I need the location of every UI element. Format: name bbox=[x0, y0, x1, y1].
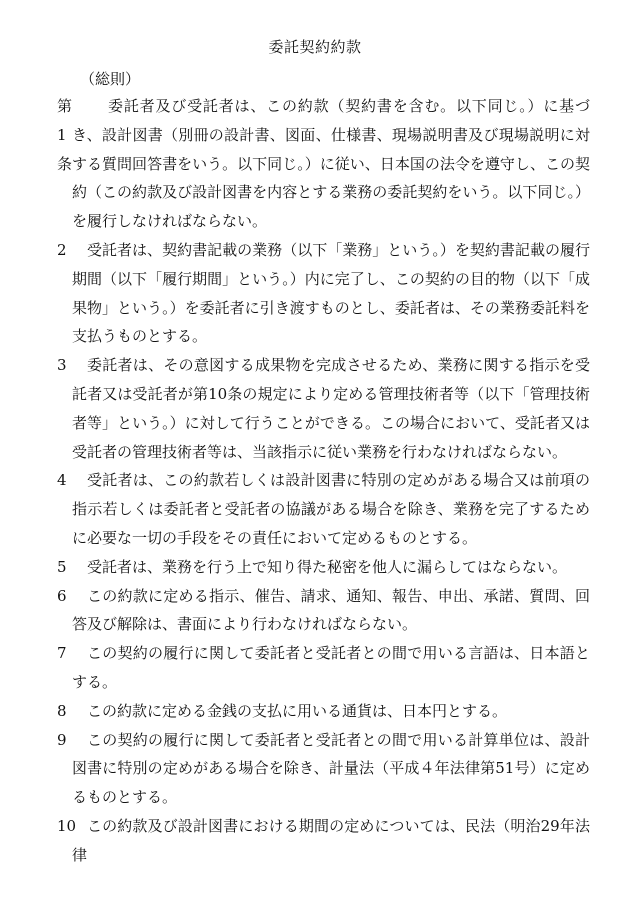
article-number: 第1条 bbox=[57, 97, 73, 173]
clause-number: 10 bbox=[57, 816, 77, 835]
paragraph-text: この約款に定める指示、催告、請求、通知、報告、申出、承諾、質問、回答及び解除は、書面により行わなければならない。 bbox=[72, 586, 590, 634]
clause-paragraph bbox=[0, 639, 630, 697]
clause-paragraph bbox=[0, 697, 630, 726]
paragraph-text: 受託者は、業務を行う上で知り得た秘密を他人に漏らしてはならない。 bbox=[87, 557, 568, 576]
paragraph-text: この約款及び設計図書における期間の定めについては、民法（明治29年法律 bbox=[72, 816, 590, 864]
clause-paragraph bbox=[0, 466, 630, 552]
section-heading: （総則） bbox=[80, 70, 141, 88]
clause-paragraph bbox=[0, 351, 630, 466]
article-paragraph bbox=[0, 92, 630, 236]
paragraph-text: この契約の履行に関して委託者と受託者との間で用いる言語は、日本語とする。 bbox=[72, 644, 590, 691]
paragraph-text: 委託者は、その意図する成果物を完成させるため、業務に関する指示を受託者又は受託者が第10条の規定により定める管理技術者等（以下「管理技術者等」という。）に対して行うことができる。この場合において、受託者又は受託者の管理技術者等は、当該指示に従い業務を行わなければならない。 bbox=[72, 356, 590, 461]
clause-paragraph bbox=[0, 236, 630, 351]
document-title: 委託契約約款 bbox=[268, 38, 362, 56]
clause-number: 8 bbox=[57, 701, 67, 720]
clause-paragraph bbox=[0, 812, 630, 870]
clause-number: 2 bbox=[57, 240, 67, 259]
clause-number: 7 bbox=[57, 644, 67, 663]
paragraph-text: この契約の履行に関して委託者と受託者との間で用いる計算単位は、設計図書に特別の定めがある場合を除き、計量法（平成４年法律第51号）に定めるものとする。 bbox=[72, 730, 590, 807]
clause-paragraph bbox=[0, 726, 630, 812]
paragraph-text: 委託者及び受託者は、この約款（契約書を含む。以下同じ。）に基づき、設計図書（別冊の設計書、図面、仕様書、現場説明書及び現場説明に対する質問回答書をいう。以下同じ。）に従い、日本国の法令を遵守し、この契約（この約款及び設計図書を内容とする業務の委託契約をいう。以下同じ。）を履行しなければならない。 bbox=[72, 97, 590, 231]
clause-number: 9 bbox=[57, 730, 67, 749]
clause-paragraph bbox=[0, 553, 630, 582]
clause-number: 4 bbox=[57, 471, 67, 490]
paragraph-text: 受託者は、契約書記載の業務（以下「業務」という。）を契約書記載の履行期間（以下「履行期間」という。）内に完了し、この契約の目的物（以下「成果物」という。）を委託者に引き渡すものとし、委託者は、その業務委託料を支払うものとする。 bbox=[72, 240, 590, 346]
clause-number: 6 bbox=[57, 586, 67, 605]
paragraph-text: この約款に定める金銭の支払に用いる通貨は、日本円とする。 bbox=[87, 701, 508, 720]
document-body bbox=[0, 92, 630, 870]
clause-number: 3 bbox=[57, 356, 67, 375]
clause-paragraph bbox=[0, 582, 630, 640]
paragraph-text: 受託者は、この約款若しくは設計図書に特別の定めがある場合又は前項の指示若しくは委託者と受託者の協議がある場合を除き、業務を完了するために必要な一切の手段をその責任において定めるものとする。 bbox=[72, 471, 590, 547]
clause-number: 5 bbox=[57, 557, 67, 576]
